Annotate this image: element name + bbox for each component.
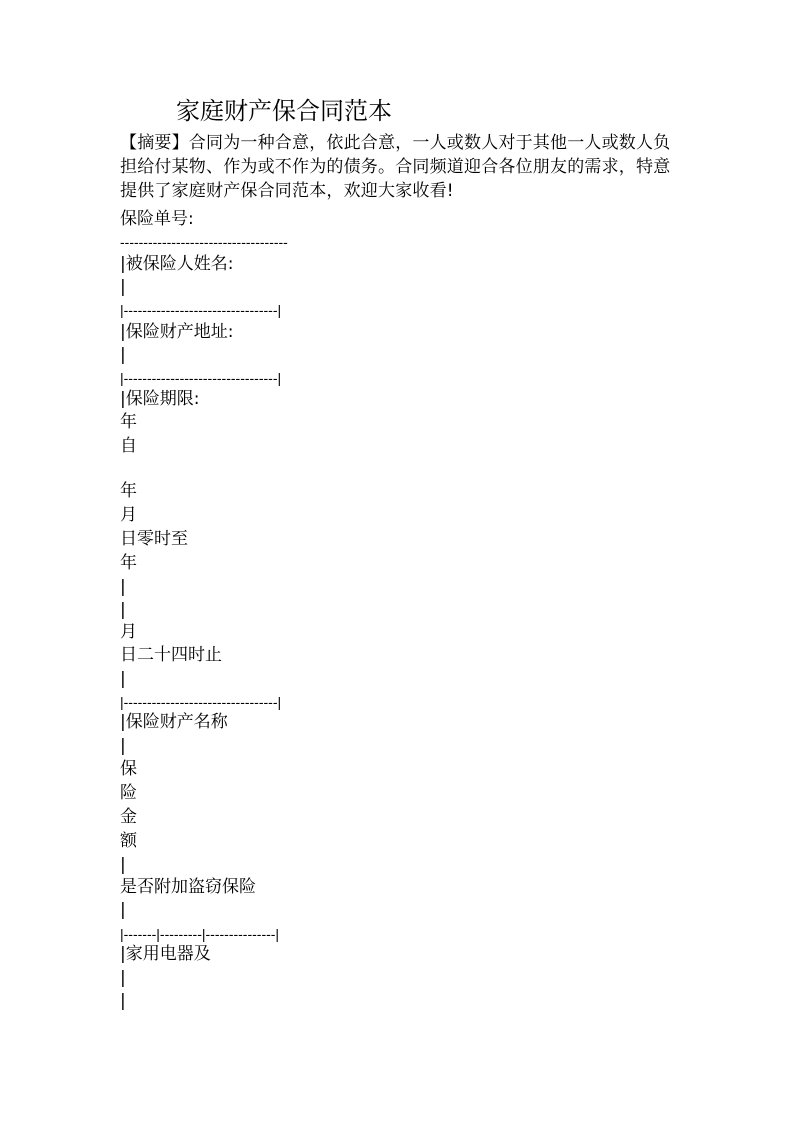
insurance-period-label: |保险期限: <box>120 389 200 409</box>
insured-amount-char: 险 <box>120 783 137 803</box>
table-border: | <box>120 991 126 1011</box>
insured-amount-char: 金 <box>120 807 137 827</box>
table-border: | <box>120 345 126 365</box>
table-border: | <box>120 855 126 875</box>
table-border: | <box>120 277 126 297</box>
day-zero-to-text: 日零时至 <box>120 529 188 549</box>
household-appliances-label: |家用电器及 <box>120 944 211 964</box>
document-abstract: 【摘要】合同为一种合意，依此合意，一人或数人对于其他一人或数人负担给付某物、作为或不作为的债务。合同频道迎合各位朋友的需求，特意提供了家庭财产保合同范本，欢迎大家收看! <box>120 133 671 201</box>
insured-amount-char: 额 <box>120 831 137 851</box>
year-text: 年 <box>120 481 137 501</box>
table-separator: |-------|---------|---------------| <box>120 926 280 942</box>
month-text: 月 <box>120 505 137 525</box>
table-separator: |---------------------------------| <box>120 370 282 386</box>
year-text: 年 <box>120 412 137 432</box>
theft-insurance-label: 是否附加盗窃保险 <box>120 877 256 897</box>
table-border: | <box>120 577 126 597</box>
property-address-label: |保险财产地址: <box>120 322 234 342</box>
table-border: | <box>120 600 126 620</box>
table-separator: |---------------------------------| <box>120 302 282 318</box>
day-end-text: 日二十四时止 <box>120 645 222 665</box>
table-border: | <box>120 900 126 920</box>
insured-amount-char: 保 <box>120 759 137 779</box>
policy-number-label: 保险单号: <box>120 209 194 229</box>
insured-name-label: |被保险人姓名: <box>120 254 234 274</box>
year-text: 年 <box>120 553 137 573</box>
separator-line: ------------------------------------ <box>120 234 288 250</box>
table-border: | <box>120 968 126 988</box>
table-border: | <box>120 736 126 756</box>
table-border: | <box>120 669 126 689</box>
table-separator: |---------------------------------| <box>120 694 282 710</box>
document-title: 家庭财产保合同范本 <box>176 97 392 125</box>
property-name-label: |保险财产名称 <box>120 712 228 732</box>
month-text: 月 <box>120 622 137 642</box>
from-text: 自 <box>120 436 137 456</box>
